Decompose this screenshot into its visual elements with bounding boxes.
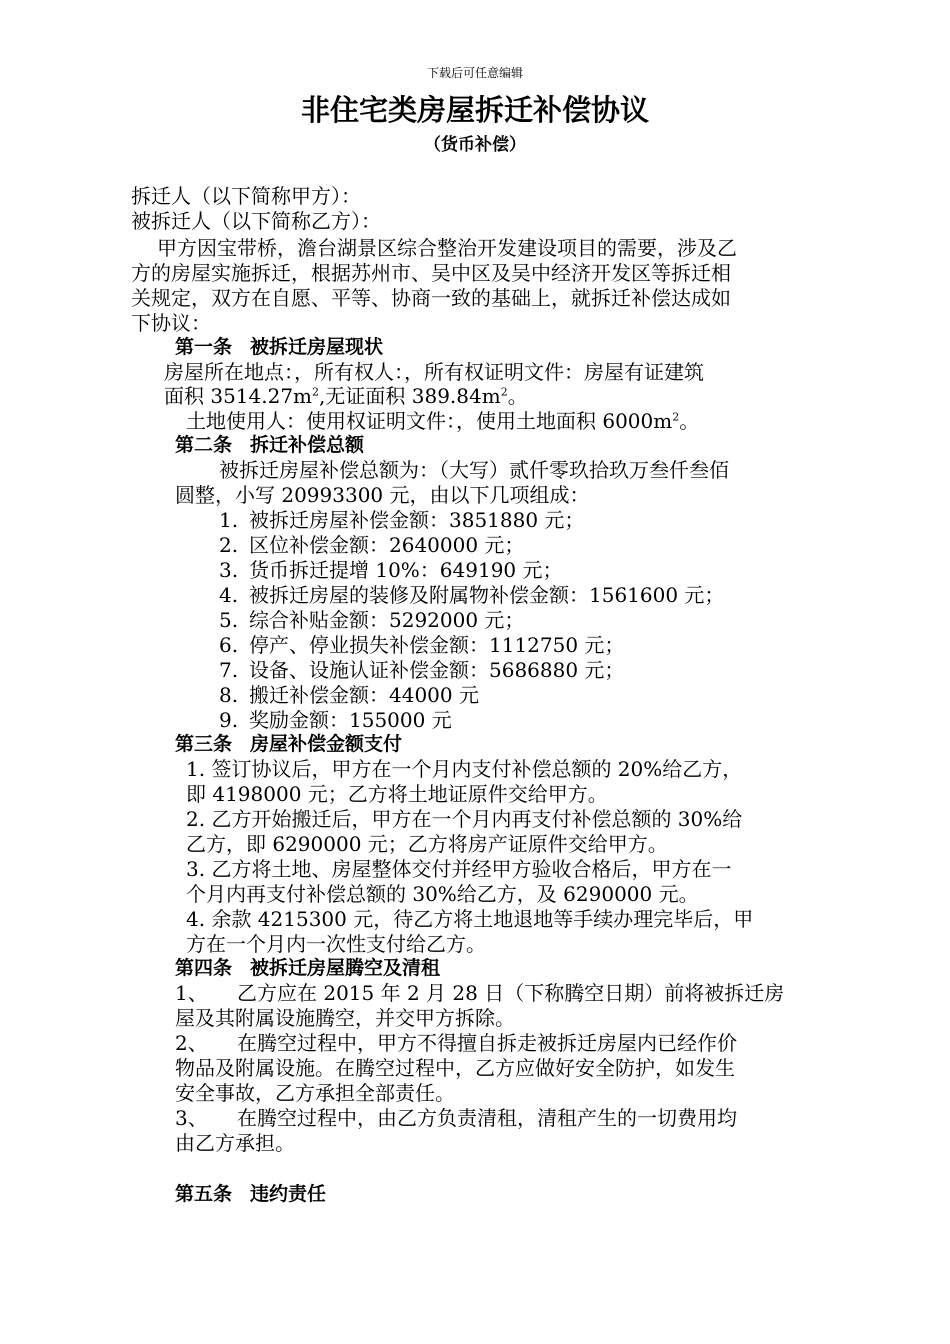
clause-line: 物品及附属设施。在腾空过程中，乙方应做好安全防护，如发生 (175, 1056, 735, 1080)
clause-line: 3、 在腾空过程中，由乙方负责清租，清租产生的一切费用均 (175, 1106, 737, 1130)
payment-line: 4. 余款 4215300 元，待乙方将土地退地等手续办理完毕后，甲 (186, 907, 754, 931)
header-note: 下载后可任意编辑 (426, 66, 523, 80)
article-2-heading (175, 433, 364, 458)
article-label: 第一条 (175, 336, 233, 358)
article-2-line: 被拆迁房屋补偿总额为：（大写）贰仟零玖拾玖万叁仟叁佰 (219, 458, 729, 482)
article-title: 违约责任 (250, 1183, 327, 1205)
party-b-line: 被拆迁人（以下简称乙方）： (131, 209, 381, 233)
article-1-line: 房屋所在地点：，所有权人：，所有权证明文件：房屋有证建筑 (164, 360, 704, 384)
article-1-area-line: 面积 $3514.27m^2$,无证面积 $389.84m^2$。 (164, 384, 528, 408)
intro-line: 关规定，双方在自愿、平等、协商一致的基础上，就拆迁补偿达成如 (131, 286, 731, 310)
payment-line: 个月内再支付补偿总额的 30%给乙方，及 6290000 元。 (186, 882, 699, 906)
article-title: 被拆迁房屋现状 (250, 336, 384, 358)
intro-line: 下协议： (131, 311, 211, 335)
compensation-item: 5. 综合补贴金额：5292000 元； (219, 608, 525, 632)
payment-line: 1. 签订协议后，甲方在一个月内支付补偿总额的 20%给乙方， (186, 757, 743, 781)
document-title: 非住宅类房屋拆迁补偿协议 (300, 93, 649, 127)
compensation-item: 4. 被拆迁房屋的装修及附属物补偿金额：1561600 元； (219, 583, 725, 607)
clause-line: 1、 乙方应在 2015 年 2 月 28 日（下称腾空日期）前将被拆迁房 (175, 981, 785, 1005)
article-title: 拆迁补偿总额 (250, 434, 365, 456)
compensation-item: 9. 奖励金额：155000 元 (219, 708, 452, 732)
article-label: 第二条 (175, 434, 233, 456)
article-label: 第五条 (175, 1183, 233, 1205)
payment-line: 乙方，即 6290000 元；乙方将房产证原件交给甲方。 (186, 832, 668, 856)
article-title: 被拆迁房屋腾空及清租 (250, 957, 441, 979)
article-label: 第四条 (175, 957, 233, 979)
article-title: 房屋补偿金额支付 (250, 733, 403, 755)
clause-line: 由乙方承担。 (175, 1131, 295, 1155)
document-subtitle: （货币补偿） (424, 135, 526, 155)
compensation-item: 6. 停产、停业损失补偿金额：1112750 元； (219, 633, 625, 657)
article-3-heading (175, 732, 402, 757)
article-4-heading (175, 956, 440, 981)
compensation-item: 8. 搬迁补偿金额：44000 元 (219, 683, 479, 707)
article-1-heading (175, 335, 383, 360)
article-1-land-line: 土地使用人：使用权证明文件：，使用土地面积 $6000m^2$。 (186, 409, 700, 433)
payment-line: 3. 乙方将土地、房屋整体交付并经甲方验收合格后，甲方在一 (186, 857, 732, 881)
clause-line: 安全事故，乙方承担全部责任。 (175, 1081, 455, 1105)
party-a-line: 拆迁人（以下简称甲方）： (131, 184, 361, 208)
intro-line: 方的房屋实施拆迁，根据苏州市、吴中区及吴中经济开发区等拆迁相 (131, 261, 731, 285)
intro-line: 甲方因宝带桥，澹台湖景区综合整治开发建设项目的需要，涉及乙 (157, 236, 737, 260)
compensation-item: 3. 货币拆迁提增 10%：649190 元； (219, 558, 563, 582)
payment-line: 2. 乙方开始搬迁后，甲方在一个月内再支付补偿总额的 30%给 (186, 807, 743, 831)
article-2-line: 圆整，小写 20993300 元，由以下几项组成： (175, 483, 590, 507)
payment-line: 即 4198000 元；乙方将土地证原件交给甲方。 (186, 782, 608, 806)
article-5-heading (175, 1182, 326, 1207)
payment-line: 方在一个月内一次性支付给乙方。 (186, 932, 486, 956)
compensation-item: 1. 被拆迁房屋补偿金额：3851880 元； (219, 508, 585, 532)
clause-line: 屋及其附属设施腾空，并交甲方拆除。 (175, 1006, 515, 1030)
compensation-item: 7. 设备、设施认证补偿金额：5686880 元； (219, 658, 625, 682)
compensation-item: 2. 区位补偿金额：2640000 元； (219, 533, 525, 557)
article-label: 第三条 (175, 733, 233, 755)
clause-line: 2、 在腾空过程中，甲方不得擅自拆走被拆迁房屋内已经作价 (175, 1031, 737, 1055)
